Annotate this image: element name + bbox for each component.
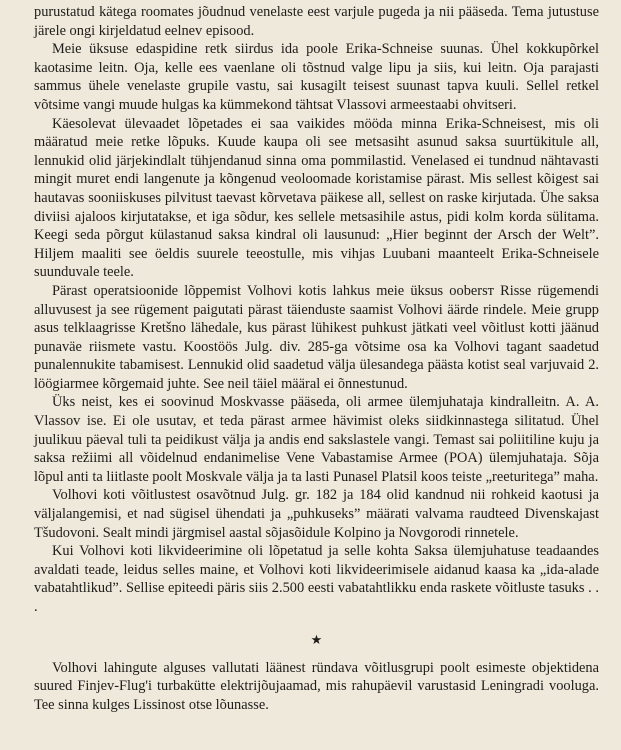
paragraph-5: Üks neist, kes ei soovinud Moskvasse pääseda, oli armee ülemjuhataja kindralleitn. A. A. Vlassov ise. Ei ole usutav, et teda pärast armee hävimist oleks siidkinnastega silitatud. Ühel juulikuu päeval tuli ta peidikust välja ja andis end sakslastele vangi. Temast sai poliitiline kuju ja saksa režiimi all võidelnud endanimelise Vene Vabastamise Armee (POA) ülemjuhatajа. Sõja lõpul anti ta liitlaste poolt Moskvale välja ja ta lasti Punasel Platsil koos teiste „reeturitega” maha. — [34, 394, 599, 485]
body-text — [34, 0, 599, 714]
paragraph-2: Meie üksuse edaspidine retk siirdus ida poole Erika-Schneise suunas. Ühel kokkupõrkel kaotasime leitn. Oja, kelle ees vaenlane oli tõstnud valge lipu ja siis, kui leitn. Oja parajasti sammus ühele venelaste grupile vastu, sai kusagilt teisest suunast tapva kuuli. Sellel retkel võtsime vangi muude hulgas ka kümmekond tähtsat Vlassovi armeestaabi ohvitseri. — [34, 41, 599, 113]
section-separator-star: ★ — [310, 631, 323, 647]
closing-paragraph: Volhovi lahingute alguses vallutati läänest ründava võitlusgrupi poolt esimeste objektidena suured Finjev-Flug'i turbaküttе elektrijõujaamad, mis rahupäevil varustasid Leningradi vooluga. Tee sinna kulges Lissinost otse lõunasse. — [34, 659, 599, 713]
paragraph-7: Kui Volhovi koti likvideerimine oli lõpetatud ja selle kohta Saksa ülemjuhatuse teadaandes avaldati teade, leidus selles maine, et Volhovi koti likvideerimisele aidanud kaasa ka „ida-alade vabatahtlikud”. Sellise epiteedi päris siis 2.500 eesti vabatahtlikku enda raskete võitluste tasuks . . . — [34, 543, 599, 615]
paragraph-1: purustatud kätega roomates jõudnud venelaste eest varjule pugeda ja nii pääseda. Tema jutustuse järele ongi kirjeldatud eelnev episood. — [34, 4, 599, 39]
paragraph-3: Käesolevat ülevaadet lõpetades ei saa vaikides mööda minna Erika-Schneisest, mis oli määratud meie retke lõpuks. Kuude kaupa oli see metsasiht asunud saksa suurtükitule all, lennukid olid järjekindlalt tühjendanud sinna oma pommilastid. Venelased ei tundnud nähtavasti mingit muret endi langenute ja kõngenud veoloomade koristamise pärast. Mis sellest kõigest sai hautavas sooniiskuses pilvitust taevast kõrvetava päikese all, sellest on raske kirjutada. Ühe saksa diviisi ajaloos kirjutatakse, et iga sõdur, kes sellele metsasihile astus, pidi kolm korda sülitama. Keegi seda põrgut külastanud saksa kindral oli lausunud: „Hier beginnt der Arsch der Welt”. Hiljem maaliti see öeldis suurele teeostulle, mis vihjas Luubani maanteelt Erika-Schneisele suunduvale teele. — [34, 115, 599, 281]
paragraph-4: Pärast operatsioonide lõppemist Volhovi kotis lahkus meie üksus oobersт Risse rügemendi alluvusest ja see rügement paigutati pärast täienduste saamist Volhovi äärde rindele. Meie grupp asus telklaagrisse Kretšno lähedale, kus pärast lühikest puhkust jätkati veel võitlust kotti jäänud punaväe riismete vastu. Koostöös Julg. div. 285-ga võtsime osa ka Volhovi tagant saadetud punalennukite tabamisest. Lennukid olid saadetud välja ülesandega päästa kotist seal varjuvaid 2. löögiarmee kõrgemaid juhte. See neil täiel määral ei õnnestunud. — [34, 282, 599, 392]
paragraph-6: Volhovi koti võitlustest osavõtnud Julg. gr. 182 ja 184 olid kandnud nii rohkeid kaotusi ja väljalangemisi, et nad sügisel ühendati ja „puhkuseks” määrati valvama raudteed Divenskajast Tšudovoni. Sealt mindi järgmisel aastal sõjasõidule Kolpino ja Novgorodi rinnetele. — [34, 487, 599, 541]
